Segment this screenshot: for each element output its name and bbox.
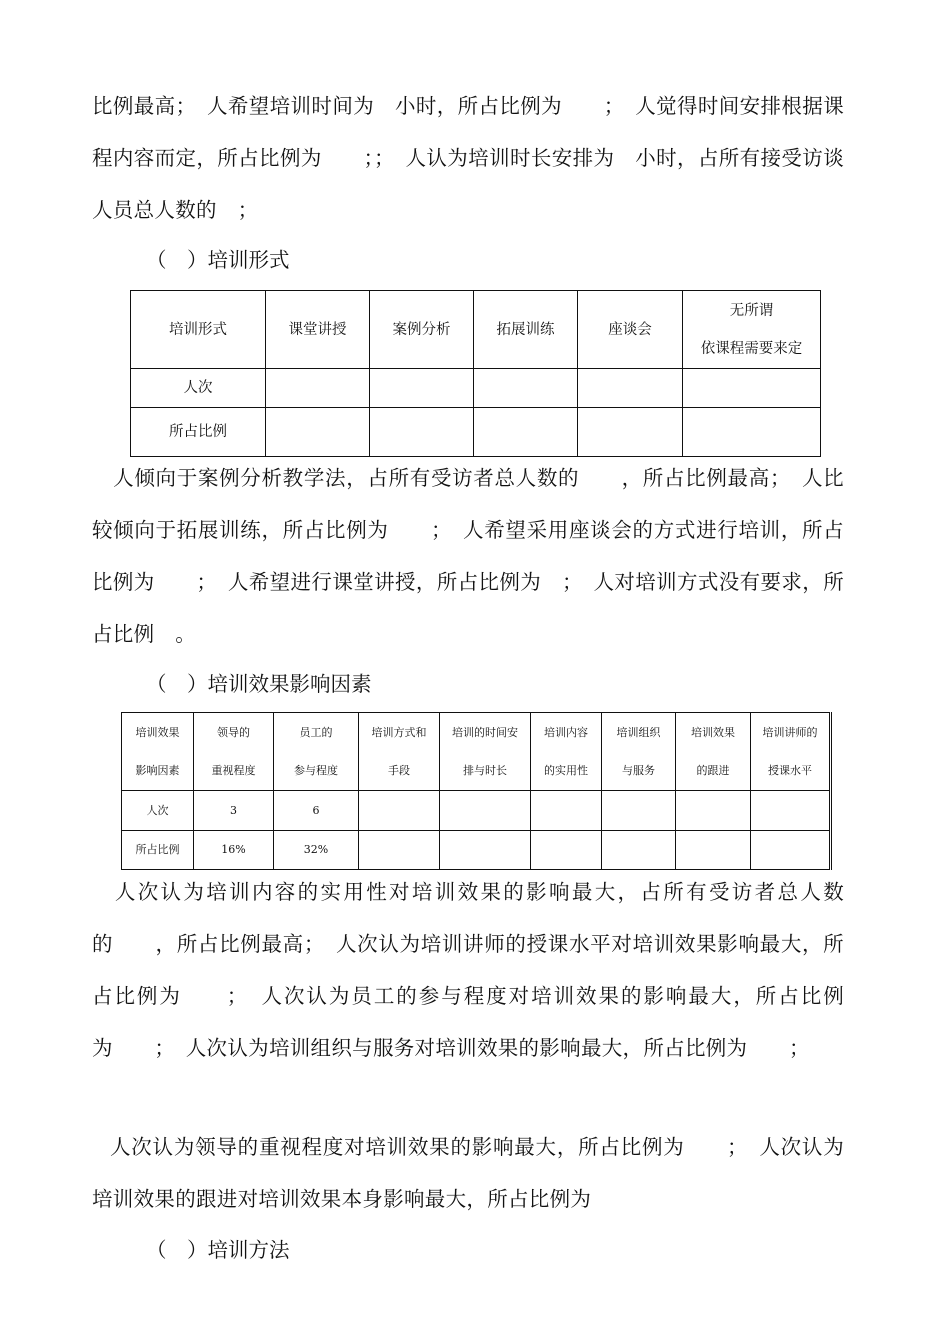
row-label: 人次 — [131, 369, 266, 408]
heading-influence-factors: （ ）培训效果影响因素 — [146, 672, 372, 696]
table-row — [122, 791, 830, 831]
table-border-edge — [831, 712, 832, 870]
table-cell: 32% — [274, 831, 359, 870]
table-header-cell: 培训内容 的实用性 — [531, 713, 602, 791]
training-form-table — [130, 290, 821, 457]
table-row — [131, 408, 821, 457]
table-cell — [474, 408, 578, 457]
table-header-cell: 培训效果 影响因素 — [122, 713, 194, 791]
header-line: 无所谓 — [729, 302, 774, 319]
table-header-cell: 培训形式 — [131, 291, 266, 369]
table-header-cell: 座谈会 — [578, 291, 683, 369]
table-header-cell: 培训讲师的 授课水平 — [751, 713, 830, 791]
table-cell: 6 — [274, 791, 359, 831]
table-cell — [602, 831, 676, 870]
table-cell — [474, 369, 578, 408]
table-header-cell: 培训效果 的跟进 — [676, 713, 751, 791]
table-cell — [359, 791, 440, 831]
table-cell — [676, 791, 751, 831]
table-cell — [266, 408, 370, 457]
table-cell — [531, 831, 602, 870]
paragraph-influence-factors: 人次认为培训内容的实用性对培训效果的影响最大，占所有受访者总人数的 ，所占比例最高； 人次认为培训讲师的授课水平对培训效果影响最大，所占比例为 ； 人次认为员工的参与程度对培训效果的影响最大，所占比例为 ； 人次认为培训组织与服务对培训效果的影响最大，所占比例为 ； — [92, 880, 844, 1060]
table-header-cell: 培训方式和 手段 — [359, 713, 440, 791]
row-label: 人次 — [122, 791, 194, 831]
table-row — [122, 831, 830, 870]
heading-training-method: （ ）培训方法 — [146, 1238, 290, 1262]
table-header-cell: 课堂讲授 — [266, 291, 370, 369]
table-cell — [676, 831, 751, 870]
table-header-cell: 员工的 参与程度 — [274, 713, 359, 791]
table-cell — [751, 831, 830, 870]
row-label: 所占比例 — [122, 831, 194, 870]
paragraph-training-form: 人倾向于案例分析教学法，占所有受访者总人数的 ，所占比例最高； 人比较倾向于拓展训练，所占比例为 ； 人希望采用座谈会的方式进行培训，所占比例为 ； 人希望进行课堂讲授，所占比例为 ； 人对培训方式没有要求，所占比例 。 — [92, 466, 844, 646]
table-cell — [578, 408, 683, 457]
table-header-cell: 培训的时间安 排与时长 — [440, 713, 531, 791]
header-line: 依课程需要来定 — [700, 340, 803, 357]
table-cell: 16% — [194, 831, 274, 870]
heading-training-form: （ ）培训形式 — [146, 248, 290, 272]
table-header-cell: 案例分析 — [370, 291, 474, 369]
paragraph-influence-factors-cont: 人次认为领导的重视程度对培训效果的影响最大，所占比例为 ； 人次认为培训效果的跟进对培训效果本身影响最大，所占比例为 — [92, 1135, 844, 1211]
table-cell — [602, 791, 676, 831]
row-label: 所占比例 — [131, 408, 266, 457]
table-cell — [359, 831, 440, 870]
table-header-cell: 拓展训练 — [474, 291, 578, 369]
table-header-cell: 培训组织 与服务 — [602, 713, 676, 791]
table-header-cell: 领导的 重视程度 — [194, 713, 274, 791]
table-cell — [683, 408, 821, 457]
table-cell — [440, 831, 531, 870]
table-cell — [370, 408, 474, 457]
table-cell — [370, 369, 474, 408]
table-cell: 3 — [194, 791, 274, 831]
table-cell — [440, 791, 531, 831]
table-cell — [578, 369, 683, 408]
table-cell — [683, 369, 821, 408]
influence-factors-table — [121, 712, 830, 870]
table-header-cell — [683, 291, 821, 369]
table-cell — [531, 791, 602, 831]
table-row — [131, 369, 821, 408]
table-cell — [266, 369, 370, 408]
paragraph-time-arrangement: 比例最高； 人希望培训时间为 小时，所占比例为 ； 人觉得时间安排根据课程内容而定，所占比例为 ；； 人认为培训时长安排为 小时，占所有接受访谈人员总人数的 ； — [92, 94, 844, 222]
table-cell — [751, 791, 830, 831]
